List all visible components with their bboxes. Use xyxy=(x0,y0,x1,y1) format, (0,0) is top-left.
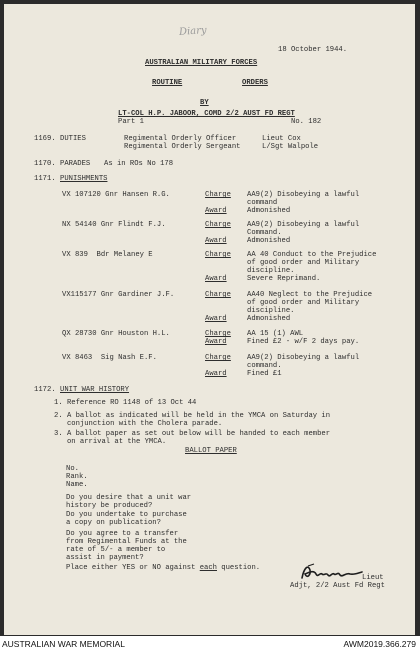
document-page xyxy=(4,4,415,635)
charge-label: Charge xyxy=(205,221,231,229)
ballot-field: Name. xyxy=(66,481,88,489)
by-heading: BY xyxy=(200,99,209,107)
history-item: 1. Reference RO 1148 of 13 Oct 44 xyxy=(54,399,197,407)
organisation-heading: AUSTRALIAN MILITARY FORCES xyxy=(145,59,258,67)
charge-text: AA40 Neglect to the Prejudice xyxy=(247,291,373,299)
history-item: 3. A ballot paper as set out below will be handed to each member xyxy=(54,430,331,438)
footer-accession-number: AWM2019.366.279 xyxy=(343,639,416,649)
ballot-question: Do you agree to a transfer xyxy=(66,530,179,538)
section-number: 1170. xyxy=(34,160,56,168)
ballot-question: assist in payment? xyxy=(66,554,144,562)
parades-text: As in ROs No 178 xyxy=(104,160,174,168)
ballot-question: a copy on publication? xyxy=(66,519,161,527)
award-label: Award xyxy=(205,237,227,245)
duty-role: Regimental Orderly Sergeant xyxy=(124,143,241,151)
award-text: Fined £1 xyxy=(247,370,282,378)
duty-name: Lieut Cox xyxy=(262,135,301,143)
history-item: on arrival at the YMCA. xyxy=(54,438,167,446)
section-title-parades: PARADES xyxy=(60,160,91,168)
charge-text: of good order and Military xyxy=(247,259,360,267)
award-label: Award xyxy=(205,370,227,378)
signature-rank: Lieut xyxy=(362,574,384,582)
charge-label: Charge xyxy=(205,191,231,199)
ballot-question: history be produced? xyxy=(66,502,153,510)
charge-text: AA9(2) Disobeying a lawful xyxy=(247,354,360,362)
charge-text: AA9(2) Disobeying a lawful xyxy=(247,191,360,199)
ballot-question: from Regimental Funds at the xyxy=(66,538,187,546)
charge-text: of good order and Military xyxy=(247,299,360,307)
charge-text: AA 15 (1) AWL xyxy=(247,330,304,338)
punishment-soldier: NX 54140 Gnr Flindt F.J. xyxy=(62,221,166,229)
orders-heading: ORDERS xyxy=(242,79,268,87)
charge-text: discipline. xyxy=(247,267,295,275)
order-number: No. 182 xyxy=(291,118,322,126)
charge-label: Charge xyxy=(205,251,231,259)
ballot-question: Do you desire that a unit war xyxy=(66,494,192,502)
charge-label: Charge xyxy=(205,354,231,362)
instruction-text: Place either YES or NO against xyxy=(66,564,200,572)
charge-text: AA 40 Conduct to the Prejudice xyxy=(247,251,377,259)
order-part: Part 1 xyxy=(118,118,144,126)
punishment-soldier: VX 107120 Gnr Hansen R.G. xyxy=(62,191,170,199)
award-label: Award xyxy=(205,338,227,346)
ballot-field: No. xyxy=(66,465,79,473)
award-label: Award xyxy=(205,315,227,323)
award-text: Fined £2 - w/F 2 days pay. xyxy=(247,338,360,346)
punishment-soldier: QX 28730 Gnr Houston H.L. xyxy=(62,330,170,338)
charge-text: command xyxy=(247,199,278,207)
signature-appointment: Adjt, 2/2 Aust Fd Regt xyxy=(290,582,385,590)
duty-role: Regimental Orderly Officer xyxy=(124,135,237,143)
charge-text: command. xyxy=(247,362,282,370)
charge-text: discipline. xyxy=(247,307,295,315)
routine-heading: ROUTINE xyxy=(152,79,183,87)
charge-text: Command. xyxy=(247,229,282,237)
history-item: conjunction with the Cholera parade. xyxy=(54,420,223,428)
handwritten-signature xyxy=(298,560,364,584)
section-number: 1171. xyxy=(34,175,56,183)
duty-name: L/Sgt Walpole xyxy=(262,143,319,151)
charge-text: AA9(2) Disobeying a lawful xyxy=(247,221,360,229)
ballot-title: BALLOT PAPER xyxy=(185,447,237,455)
section-title-war-history: UNIT WAR HISTORY xyxy=(60,386,130,394)
award-text: Admonished xyxy=(247,207,291,215)
award-label: Award xyxy=(205,207,227,215)
history-item: 2. A ballot as indicated will be held in the YMCA on Saturday in xyxy=(54,412,331,420)
award-text: Admonished xyxy=(247,315,291,323)
section-title-punishments: PUNISHMENTS xyxy=(60,175,108,183)
punishment-soldier: VX 839 Bdr Melaney E xyxy=(62,251,153,259)
ballot-question: Do you undertake to purchase xyxy=(66,511,187,519)
footer-bar xyxy=(0,636,420,653)
section-number: 1172. xyxy=(34,386,56,394)
charge-label: Charge xyxy=(205,291,231,299)
ballot-field: Rank. xyxy=(66,473,88,481)
commander-heading: LT-COL H.P. JABOOR, COMD 2/2 AUST FD REGT xyxy=(118,110,295,118)
award-text: Admonished xyxy=(247,237,291,245)
pencil-annotation: Diary xyxy=(178,25,207,38)
order-date: 18 October 1944. xyxy=(278,46,348,54)
ballot-instruction xyxy=(66,564,260,572)
charge-label: Charge xyxy=(205,330,231,338)
award-text: Severe Reprimand. xyxy=(247,275,321,283)
instruction-text: question. xyxy=(216,564,261,572)
instruction-emphasis: each xyxy=(199,564,217,572)
punishment-soldier: VX115177 Gnr Gardiner J.F. xyxy=(62,291,175,299)
footer-institution: AUSTRALIAN WAR MEMORIAL xyxy=(2,639,125,649)
award-label: Award xyxy=(205,275,227,283)
section-number: 1169. xyxy=(34,135,56,143)
punishment-soldier: VX 8463 Sig Nash E.F. xyxy=(62,354,157,362)
ballot-question: rate of 5/- a member to xyxy=(66,546,166,554)
section-title-duties: DUTIES xyxy=(60,135,86,143)
